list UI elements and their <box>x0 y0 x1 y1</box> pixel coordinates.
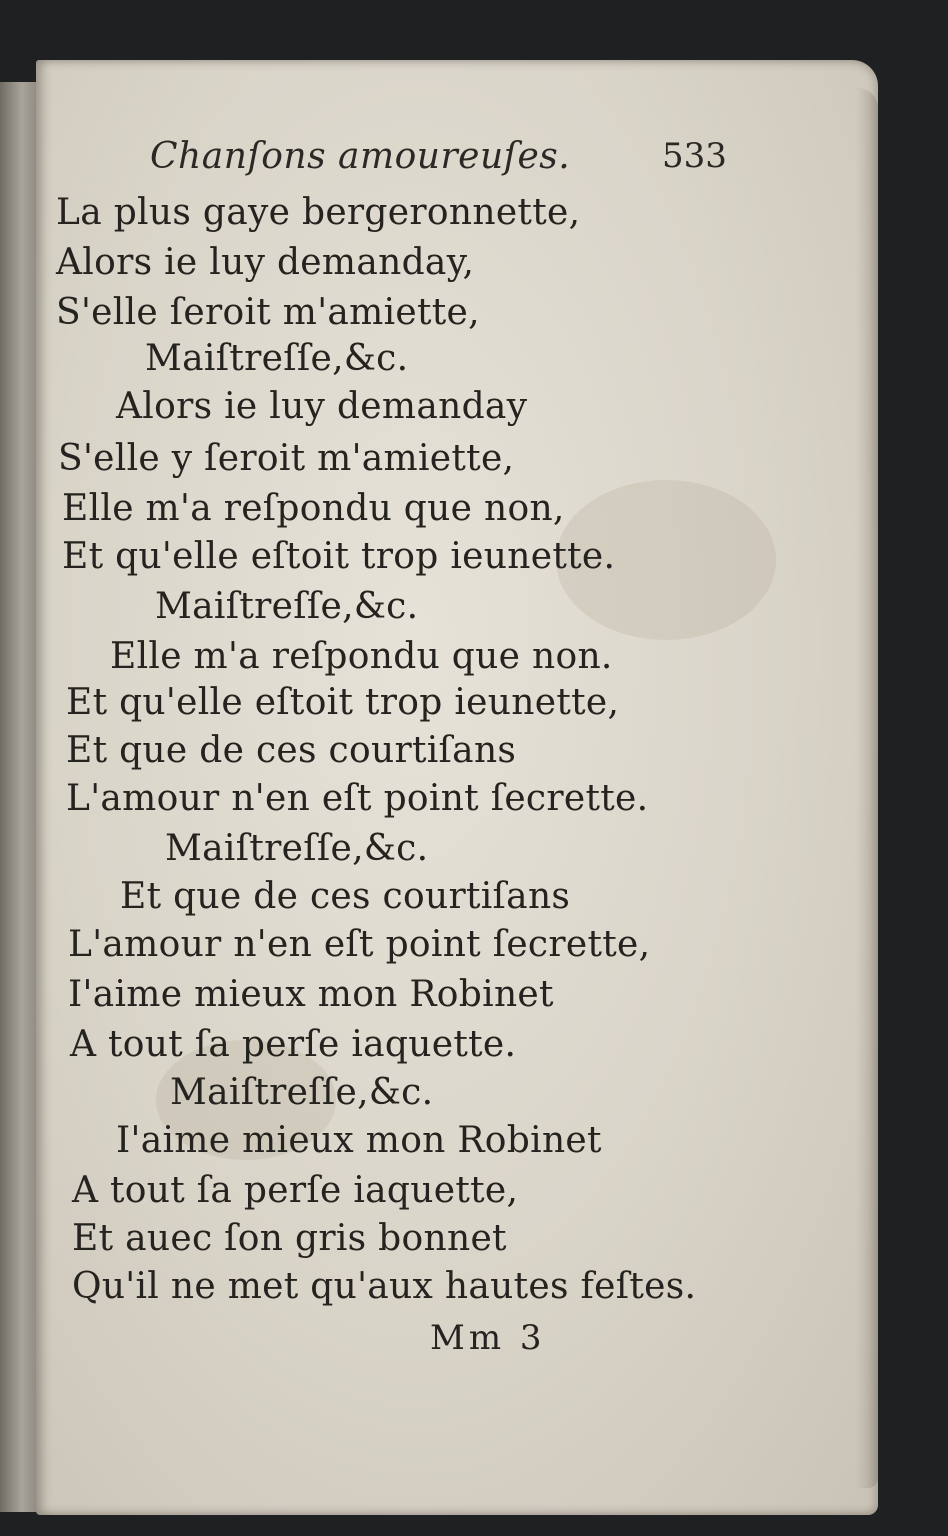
signature-mark: Mm 3 <box>430 1318 546 1358</box>
verse-line: A tout ſa perſe iaquette, <box>72 1170 519 1211</box>
verse-line: Elle m'a reſpondu que non, <box>62 488 565 529</box>
verse-line: Alors ie luy demanday, <box>56 242 475 283</box>
verse-line: Elle m'a reſpondu que non. <box>110 636 613 677</box>
verse-line: La plus gaye bergeronnette, <box>56 192 581 233</box>
verse-line: S'elle ſeroit m'amiette, <box>56 292 480 333</box>
refrain-line: Maiſtreſſe,&c. <box>155 586 419 627</box>
page-number: 533 <box>662 136 727 176</box>
running-title: Chanſons amoureuſes. <box>150 136 571 177</box>
verse-line: I'aime mieux mon Robinet <box>68 974 554 1015</box>
refrain-line: Maiſtreſſe,&c. <box>145 338 409 379</box>
verse-line: Et que de ces courtiſans <box>120 876 571 917</box>
refrain-line: Maiſtreſſe,&c. <box>165 828 429 869</box>
verse-line: Et qu'elle eſtoit trop ieunette. <box>62 536 616 577</box>
verse-line: L'amour n'en eſt point ſecrette. <box>66 778 649 819</box>
verse-line: Et auec ſon gris bonnet <box>72 1218 507 1259</box>
verse-line: Qu'il ne met qu'aux hautes feſtes. <box>72 1266 697 1307</box>
refrain-line: Maiſtreſſe,&c. <box>170 1072 434 1113</box>
verse-line: L'amour n'en eſt point ſecrette, <box>68 924 651 965</box>
verse-line: Alors ie luy demanday <box>116 386 528 427</box>
verse-line: S'elle y ſeroit m'amiette, <box>58 438 515 479</box>
verse-line: Et qu'elle eſtoit trop ieunette, <box>66 682 620 723</box>
verse-line: Et que de ces courtiſans <box>66 730 517 771</box>
verse-line: A tout ſa perſe iaquette. <box>70 1024 517 1065</box>
verse-line: I'aime mieux mon Robinet <box>116 1120 602 1161</box>
